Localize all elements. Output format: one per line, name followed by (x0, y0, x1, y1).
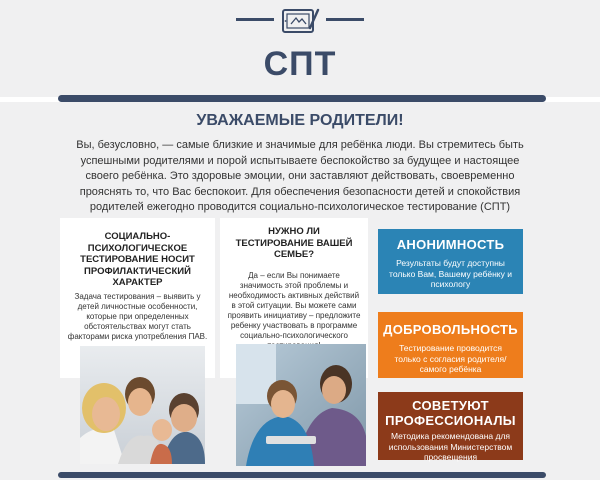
card-text: Да – если Вы понимаете значимость этой проблемы и необходимость активных действий в этой ситуации. Вы можете сами проявить инициативу – предложите ребенку участвовать в программе социально-психологического (227, 270, 361, 340)
bottom-divider (58, 472, 546, 478)
box-text: Методика рекомендована для использования Министерством просвещения (388, 431, 513, 462)
tablet-pen-icon (280, 6, 320, 36)
anonymity-box (378, 229, 523, 294)
header (0, 0, 600, 97)
mother-son-photo (236, 344, 366, 466)
box-text: Результаты будут доступны только Вам, Вашему ребёнку и психологу (389, 258, 512, 289)
voluntariness-box (378, 312, 523, 378)
professionals-box (378, 392, 523, 460)
card-title: СОЦИАЛЬНО-ПСИХОЛОГИЧЕСКОЕ ТЕСТИРОВАНИЕ НОСИТ ПРОФИЛАКТИЧЕСКИЙ ХАРАКТЕР (80, 231, 195, 288)
box-title: СОВЕТУЮТ ПРОФЕССИОНАЛЫ (385, 398, 516, 428)
box-text: Тестирование проводится только с согласия родителя/самого ребёнка (394, 343, 507, 374)
greeting-heading: УВАЖАЕМЫЕ РОДИТЕЛИ! (196, 112, 404, 129)
intro-text: Вы, безусловно, — самые близкие и значимые для ребёнка люди. Вы стремитесь быть успешными родителями и порой испытываете беспокойство за будущее и настоящее своего ребёнка. Это здоровые эмоции, они заставляют действовать, своевременно прояснять то, что Вас беспокоит. Для обеспечения безопасности детей и спокойствия родителей ежегодно проводится социально-психологическое тестирование (СПТ) (76, 139, 524, 213)
decorative-line-left (236, 18, 274, 21)
decorative-line-right (326, 18, 364, 21)
family-photo (80, 346, 205, 464)
card-text: Задача тестирования – выявить у детей личностные особенности, которые при определенных обстоятельствах могут стать факторами риска употребления ПАВ. (67, 291, 208, 341)
box-title: ДОБРОВОЛЬНОСТЬ (383, 322, 518, 337)
title-divider (58, 95, 546, 102)
page-title: СПТ (263, 45, 337, 83)
box-title: АНОНИМНОСТЬ (396, 237, 505, 252)
card-title: НУЖНО ЛИ ТЕСТИРОВАНИЕ ВАШЕЙ СЕМЬЕ? (235, 226, 353, 260)
